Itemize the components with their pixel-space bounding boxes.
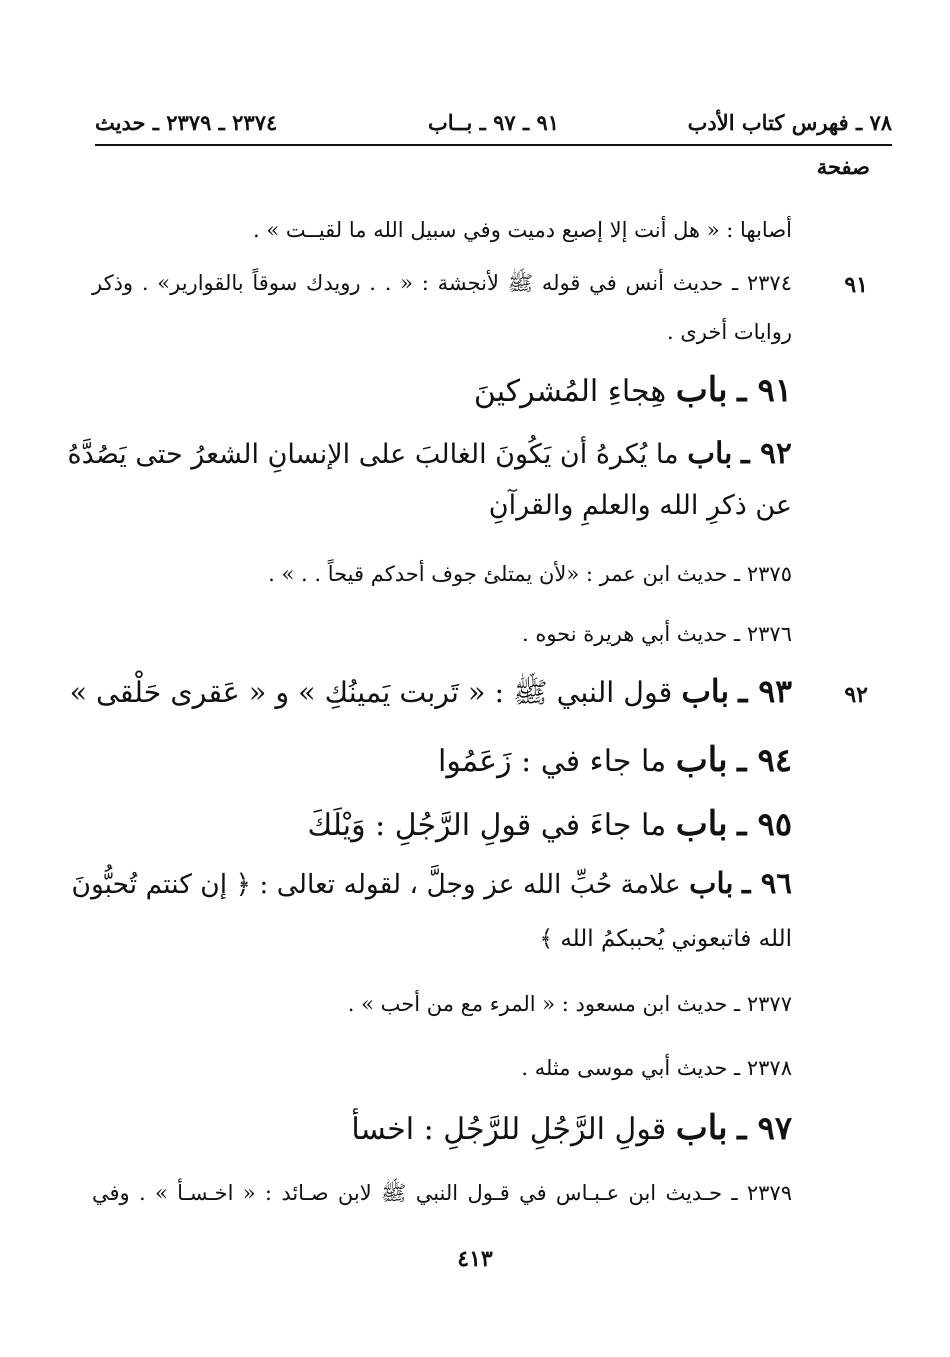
- index-line: [522, 622, 792, 646]
- chapter-number: ٩١ ـ: [737, 371, 792, 409]
- chapter-heading: [70, 674, 792, 717]
- line-text: أصابها : « هل أنت إلا إصبع دميت وفي سبيل الله ما لقيــت » .: [253, 218, 792, 242]
- line-text: ٢٣٧٩ ـ حـديث ابن عـبـاس في قـول النبي ﷺ لابن صـائد : « اخـسـأ » . وفي: [92, 1181, 792, 1205]
- index-line: [92, 270, 792, 301]
- chapter-number: ٩٢ ـ: [741, 436, 792, 471]
- line-text: ٢٣٧٦ ـ حديث أبي هريرة نحوه .: [521, 622, 792, 646]
- page-column-label: صفحة: [816, 154, 870, 179]
- index-line: [268, 562, 792, 586]
- index-line: [348, 992, 792, 1016]
- chapter-title: قولِ الرَّجُلِ للرَّجُلِ : اخسأ: [351, 1112, 667, 1147]
- chapter-heading: [68, 436, 793, 471]
- chapter-heading: [438, 740, 792, 780]
- line-text: عن ذكرِ الله والعلمِ والقرآنِ: [488, 490, 792, 521]
- chapter-number: ٩٦ ـ: [742, 866, 792, 900]
- index-line: [253, 218, 792, 242]
- chapter-title: قول النبي ﷺ : « تَربت يَمينُكِ » و « عَقرى حَلْقى »: [69, 676, 673, 709]
- index-line: [92, 1180, 792, 1211]
- chapter-keyword: باب: [675, 370, 728, 410]
- chapter-title: ما جاء في : زَعَمُوا: [438, 744, 667, 779]
- chapter-number: ٩٤ ـ: [737, 741, 792, 779]
- chapter-keyword: باب: [687, 436, 733, 471]
- chapter-title: ما جاءَ في قولِ الرَّجُلِ : وَيْلَكَ: [307, 808, 667, 843]
- header-book-title: ٧٨ ـ فهرس كتاب الأدب: [687, 110, 892, 135]
- chapter-heading: [351, 1108, 792, 1148]
- header-chapter-range: ٩١ ـ ٩٧ ـ بــاب: [428, 110, 559, 135]
- line-text: ٢٣٧٤ ـ حديث أنس في قوله ﷺ لأنجشة : « . . رويدك سوقاً بالقوارير» . وذكر: [92, 271, 792, 295]
- running-header: [95, 104, 892, 140]
- line-text: روايات أخرى .: [667, 320, 792, 344]
- page-reference: ٩١: [844, 272, 868, 298]
- chapter-title: هِجاءِ المُشركينَ: [473, 374, 667, 409]
- chapter-keyword: باب: [675, 804, 728, 844]
- line-text: ٢٣٧٨ ـ حديث أبي موسى مثله .: [521, 1056, 792, 1080]
- chapter-title: علامة حُبِّ الله عز وجلَّ ، لقوله تعالى : ﴿ إن كنتم تُحبُّونَ: [71, 869, 681, 900]
- chapter-heading: [72, 866, 792, 900]
- chapter-keyword: باب: [675, 1108, 728, 1148]
- chapter-number: ٩٣ ـ: [738, 674, 792, 710]
- index-line: [521, 1056, 792, 1080]
- chapter-title-continuation: [540, 926, 792, 952]
- chapter-keyword: باب: [681, 674, 730, 710]
- chapter-number: ٩٥ ـ: [737, 805, 792, 843]
- header-hadith-range: ٢٣٧٤ ـ ٢٣٧٩ ـ حديث: [95, 110, 278, 135]
- header-divider: [95, 144, 892, 146]
- line-text: ٢٣٧٧ ـ حديث ابن مسعود : « المرء مع من أحب » .: [347, 992, 792, 1016]
- page-number: ٤١٣: [457, 1246, 493, 1272]
- chapter-number: ٩٧ ـ: [737, 1109, 792, 1147]
- chapter-heading: [308, 804, 792, 844]
- chapter-heading: [474, 370, 792, 410]
- chapter-title: ما يُكرهُ أن يَكُونَ الغالبَ على الإنسانِ الشعرُ حتى يَصُدَّهُ: [67, 439, 679, 470]
- chapter-title-continuation: [489, 490, 792, 521]
- chapter-keyword: باب: [689, 866, 734, 900]
- index-line: [667, 320, 792, 344]
- page-reference: ٩٢: [844, 682, 868, 708]
- line-text: ٢٣٧٥ ـ حديث ابن عمر : «لأن يمتلئ جوف أحدكم قيحاً . . » .: [268, 562, 792, 586]
- line-text: الله فاتبعوني يُحببكمُ الله ﴾: [539, 926, 792, 952]
- chapter-keyword: باب: [675, 740, 728, 780]
